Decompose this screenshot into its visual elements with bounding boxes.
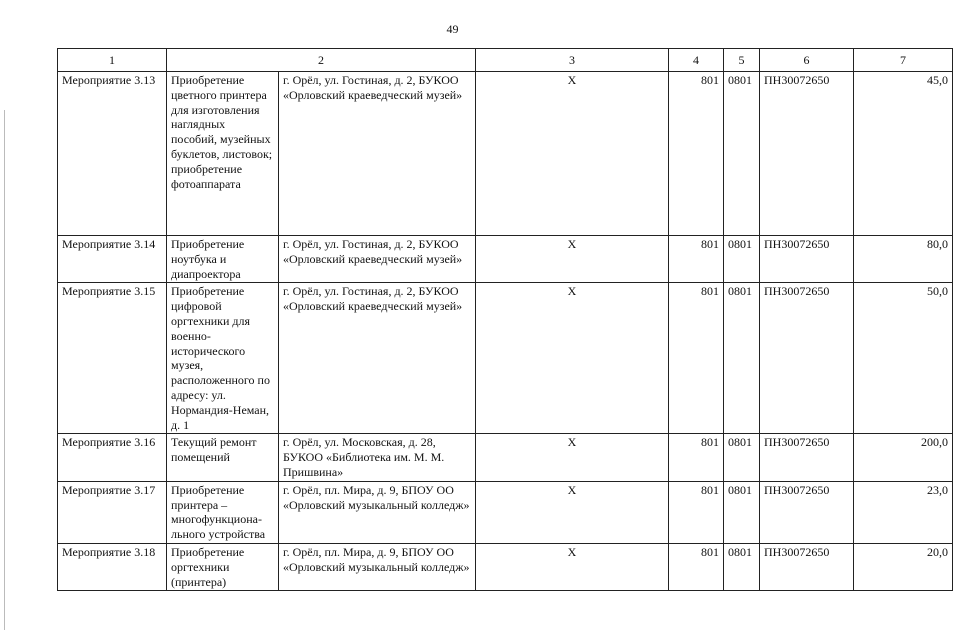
address-cell: г. Орёл, ул. Московская, д. 28, БУКОО «Библиотека им. М. М. Пришвина» (279, 434, 476, 481)
table-row (58, 434, 953, 481)
code-801-cell: 801 (669, 72, 724, 236)
event-id-cell: Мероприятие 3.14 (58, 236, 167, 283)
table-row (58, 72, 953, 236)
item-description-cell: Приобретение цветного принтера для изготовления наглядных пособий, музейных буклетов, листовок; приобретение фотоаппарата (167, 72, 279, 236)
amount-cell: 23,0 (854, 481, 953, 543)
amount-cell: 50,0 (854, 283, 953, 434)
table-row (58, 481, 953, 543)
col-header-6: 6 (760, 49, 854, 72)
col-header-2: 2 (167, 49, 476, 72)
col3-cell: Х (476, 236, 669, 283)
address-cell: г. Орёл, ул. Гостиная, д. 2, БУКОО «Орловский краеведческий музей» (279, 283, 476, 434)
col3-cell: Х (476, 543, 669, 590)
col-header-5: 5 (724, 49, 760, 72)
event-id-cell: Мероприятие 3.17 (58, 481, 167, 543)
amount-cell: 200,0 (854, 434, 953, 481)
col-header-3: 3 (476, 49, 669, 72)
code-801-cell: 801 (669, 543, 724, 590)
col3-cell: Х (476, 72, 669, 236)
address-cell: г. Орёл, ул. Гостиная, д. 2, БУКОО «Орловский краеведческий музей» (279, 236, 476, 283)
target-code-cell: ПН30072650 (760, 283, 854, 434)
item-description-cell: Приобретение ноутбука и диапроектора (167, 236, 279, 283)
table-row (58, 543, 953, 590)
event-id-cell: Мероприятие 3.15 (58, 283, 167, 434)
code-0801-cell: 0801 (724, 236, 760, 283)
code-0801-cell: 0801 (724, 283, 760, 434)
address-cell: г. Орёл, пл. Мира, д. 9, БПОУ ОО «Орловский музыкальный колледж» (279, 481, 476, 543)
col-header-4: 4 (669, 49, 724, 72)
event-id-cell: Мероприятие 3.16 (58, 434, 167, 481)
page-number: 49 (446, 22, 459, 36)
code-801-cell: 801 (669, 434, 724, 481)
code-801-cell: 801 (669, 283, 724, 434)
code-0801-cell: 0801 (724, 543, 760, 590)
code-0801-cell: 0801 (724, 72, 760, 236)
col3-cell: Х (476, 434, 669, 481)
col3-cell: Х (476, 481, 669, 543)
address-cell: г. Орёл, пл. Мира, д. 9, БПОУ ОО «Орловский музыкальный колледж» (279, 543, 476, 590)
amount-cell: 80,0 (854, 236, 953, 283)
code-801-cell: 801 (669, 481, 724, 543)
header-row (58, 49, 953, 72)
col3-cell: Х (476, 283, 669, 434)
budget-table (57, 48, 953, 591)
target-code-cell: ПН30072650 (760, 481, 854, 543)
code-0801-cell: 0801 (724, 481, 760, 543)
item-description-cell: Приобретение оргтехники (принтера) (167, 543, 279, 590)
target-code-cell: ПН30072650 (760, 543, 854, 590)
item-description-cell: Приобретение принтера – многофункциона-льного устройства (167, 481, 279, 543)
event-id-cell: Мероприятие 3.13 (58, 72, 167, 236)
col-header-1: 1 (58, 49, 167, 72)
col-header-7: 7 (854, 49, 953, 72)
item-description-cell: Текущий ремонт помещений (167, 434, 279, 481)
amount-cell: 20,0 (854, 543, 953, 590)
page-left-edge (4, 110, 5, 630)
code-801-cell: 801 (669, 236, 724, 283)
amount-cell: 45,0 (854, 72, 953, 236)
event-id-cell: Мероприятие 3.18 (58, 543, 167, 590)
table-row (58, 283, 953, 434)
item-description-cell: Приобретение цифровой оргтехники для военно-исторического музея, расположенного по адресу: ул. Нормандия-Неман, д. 1 (167, 283, 279, 434)
address-cell: г. Орёл, ул. Гостиная, д. 2, БУКОО «Орловский краеведческий музей» (279, 72, 476, 236)
target-code-cell: ПН30072650 (760, 72, 854, 236)
code-0801-cell: 0801 (724, 434, 760, 481)
target-code-cell: ПН30072650 (760, 236, 854, 283)
table-row (58, 236, 953, 283)
target-code-cell: ПН30072650 (760, 434, 854, 481)
